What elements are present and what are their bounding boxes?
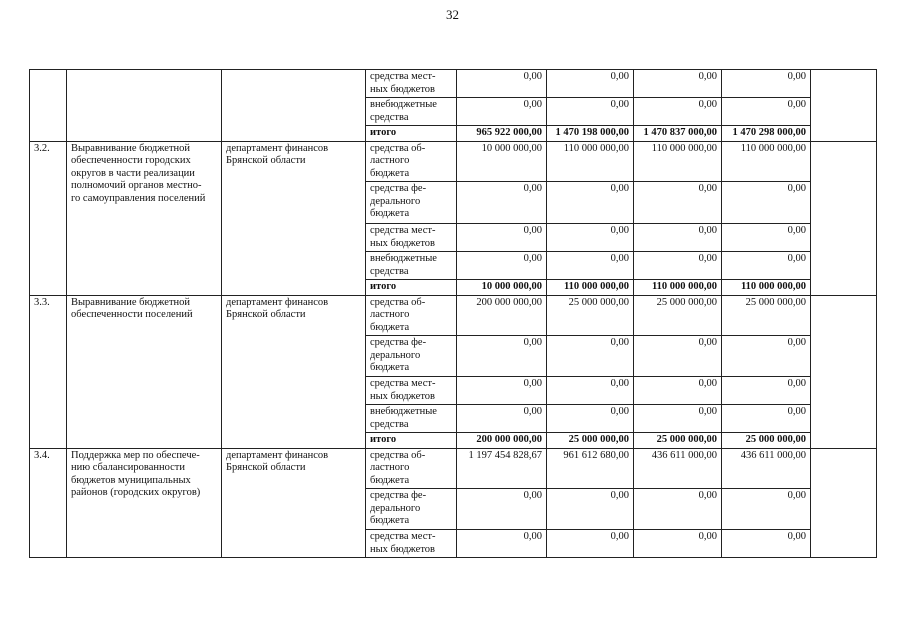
value-cell: 0,00 (457, 182, 547, 224)
source-total: итого (366, 126, 457, 142)
table-row (30, 141, 877, 182)
total-cell: 1 470 837 000,00 (634, 126, 722, 142)
source-total: итого (366, 433, 457, 449)
table-row (30, 70, 877, 98)
value-cell: 0,00 (547, 405, 634, 433)
value-cell: 0,00 (547, 182, 634, 224)
source-regional: средства об- ластного бюджета (366, 141, 457, 182)
value-cell: 0,00 (722, 98, 811, 126)
total-cell: 200 000 000,00 (457, 433, 547, 449)
value-cell: 0,00 (547, 252, 634, 280)
value-cell: 0,00 (634, 224, 722, 252)
value-cell: 0,00 (722, 252, 811, 280)
source-total: итого (366, 280, 457, 296)
source-local: средства мест- ных бюджетов (366, 70, 457, 98)
source-federal: средства фе- дерального бюджета (366, 489, 457, 530)
value-cell: 0,00 (634, 377, 722, 405)
total-cell: 25 000 000,00 (634, 433, 722, 449)
source-regional: средства об- ластного бюджета (366, 295, 457, 336)
value-cell: 0,00 (634, 336, 722, 377)
value-cell: 0,00 (634, 182, 722, 224)
total-cell: 965 922 000,00 (457, 126, 547, 142)
value-cell: 0,00 (722, 336, 811, 377)
total-cell: 110 000 000,00 (722, 280, 811, 296)
source-local: средства мест- ных бюджетов (366, 530, 457, 558)
num-cell (30, 70, 67, 142)
value-cell: 0,00 (722, 70, 811, 98)
source-local: средства мест- ных бюджетов (366, 224, 457, 252)
value-cell: 0,00 (547, 377, 634, 405)
value-cell: 0,00 (457, 252, 547, 280)
source-extra: внебюджетные средства (366, 405, 457, 433)
value-cell: 25 000 000,00 (722, 295, 811, 336)
total-cell: 25 000 000,00 (547, 433, 634, 449)
value-cell: 0,00 (457, 336, 547, 377)
value-cell: 1 197 454 828,67 (457, 448, 547, 489)
value-cell: 0,00 (457, 98, 547, 126)
name-cell (67, 70, 222, 142)
value-cell: 0,00 (457, 224, 547, 252)
total-cell: 10 000 000,00 (457, 280, 547, 296)
value-cell: 25 000 000,00 (547, 295, 634, 336)
value-cell: 436 611 000,00 (634, 448, 722, 489)
source-federal: средства фе- дерального бюджета (366, 182, 457, 224)
total-cell: 110 000 000,00 (634, 280, 722, 296)
value-cell: 0,00 (722, 489, 811, 530)
value-cell: 436 611 000,00 (722, 448, 811, 489)
value-cell: 0,00 (722, 405, 811, 433)
value-cell: 0,00 (634, 252, 722, 280)
item-number: 3.3. (30, 295, 67, 448)
value-cell: 0,00 (547, 98, 634, 126)
item-name: Выравнивание бюджетной обеспеченности городских округов в части реализации полномочий органов местно- го самоуправления поселений (67, 141, 222, 295)
total-cell: 1 470 198 000,00 (547, 126, 634, 142)
item-name: Выравнивание бюджетной обеспеченности поселений (67, 295, 222, 448)
value-cell: 0,00 (634, 489, 722, 530)
empty-cell (811, 141, 877, 295)
value-cell: 0,00 (457, 530, 547, 558)
budget-table (29, 69, 877, 558)
source-local: средства мест- ных бюджетов (366, 377, 457, 405)
item-name: Поддержка мер по обеспече- нию сбалансированности бюджетов муниципальных районов (городских округов) (67, 448, 222, 558)
page-number: 32 (446, 7, 459, 22)
value-cell: 961 612 680,00 (547, 448, 634, 489)
source-extra: внебюджетные средства (366, 98, 457, 126)
table-row (30, 295, 877, 336)
value-cell: 10 000 000,00 (457, 141, 547, 182)
source-federal: средства фе- дерального бюджета (366, 336, 457, 377)
value-cell: 110 000 000,00 (722, 141, 811, 182)
source-regional: средства об- ластного бюджета (366, 448, 457, 489)
table-row (30, 448, 877, 489)
value-cell: 0,00 (457, 70, 547, 98)
value-cell: 25 000 000,00 (634, 295, 722, 336)
value-cell: 0,00 (547, 489, 634, 530)
item-number: 3.2. (30, 141, 67, 295)
value-cell: 0,00 (722, 182, 811, 224)
empty-cell (811, 70, 877, 142)
value-cell: 0,00 (547, 336, 634, 377)
value-cell: 0,00 (634, 405, 722, 433)
value-cell: 200 000 000,00 (457, 295, 547, 336)
value-cell: 0,00 (457, 405, 547, 433)
item-dept: департамент финансов Брянской области (222, 295, 366, 448)
value-cell: 110 000 000,00 (634, 141, 722, 182)
total-cell: 1 470 298 000,00 (722, 126, 811, 142)
item-dept: департамент финансов Брянской области (222, 141, 366, 295)
dept-cell (222, 70, 366, 142)
value-cell: 0,00 (634, 70, 722, 98)
total-cell: 110 000 000,00 (547, 280, 634, 296)
value-cell: 0,00 (722, 530, 811, 558)
value-cell: 0,00 (457, 377, 547, 405)
value-cell: 0,00 (722, 224, 811, 252)
value-cell: 110 000 000,00 (547, 141, 634, 182)
value-cell: 0,00 (547, 530, 634, 558)
total-cell: 25 000 000,00 (722, 433, 811, 449)
item-number: 3.4. (30, 448, 67, 558)
value-cell: 0,00 (634, 98, 722, 126)
value-cell: 0,00 (722, 377, 811, 405)
item-dept: департамент финансов Брянской области (222, 448, 366, 558)
source-extra: внебюджетные средства (366, 252, 457, 280)
value-cell: 0,00 (547, 70, 634, 98)
value-cell: 0,00 (547, 224, 634, 252)
empty-cell (811, 295, 877, 448)
value-cell: 0,00 (457, 489, 547, 530)
value-cell: 0,00 (634, 530, 722, 558)
empty-cell (811, 448, 877, 558)
